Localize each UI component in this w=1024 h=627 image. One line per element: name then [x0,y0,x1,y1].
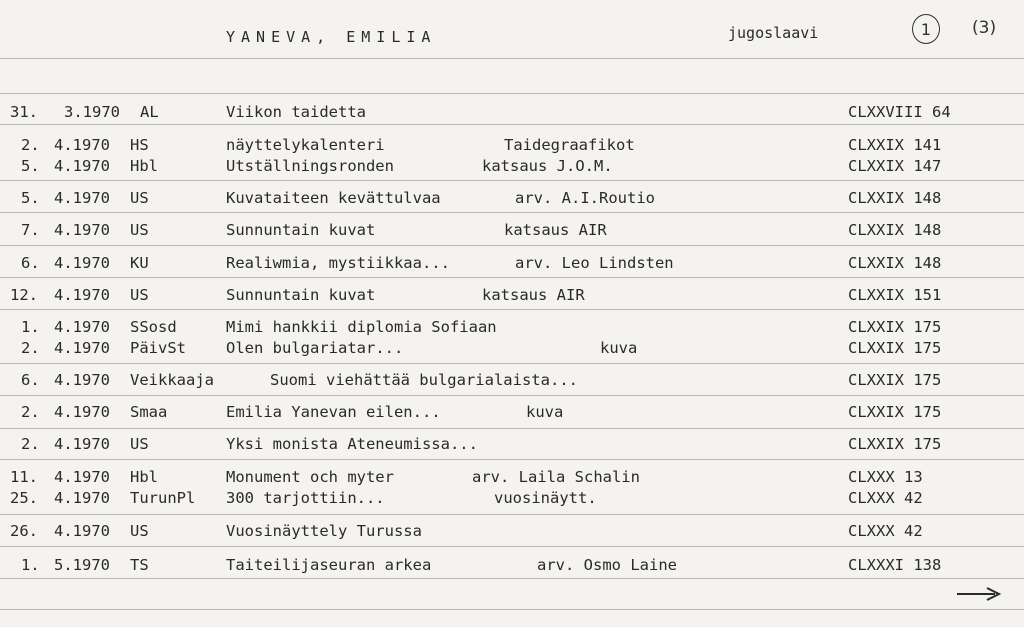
row-ref: CLXXIX 141 [848,136,942,154]
row-title: Mimi hankkii diplomia Sofiaan [226,318,497,336]
person-name: YANEVA, EMILIA [226,28,437,46]
row-ref: CLXXIX 151 [848,286,942,304]
row-date: 4.1970 [54,435,110,453]
row-source: US [130,522,149,540]
row-note: katsaus J.O.M. [482,157,613,175]
row-source: US [130,189,149,207]
rule-line [0,180,1024,181]
row-title: Yksi monista Ateneumissa... [226,435,478,453]
row-title: Olen bulgariatar... [226,339,404,357]
row-note: vuosinäytt. [494,489,597,507]
row-source: KU [130,254,149,272]
row-source: Veikkaaja [130,371,214,389]
row-title: Realiwmia, mystiikkaa... [226,254,450,272]
row-ref: CLXXVIII 64 [848,103,951,121]
row-day: 26. [10,522,38,540]
card-number-parenthesized: (3) [972,18,997,38]
row-title: Utställningsronden [226,157,394,175]
rule-line [0,459,1024,460]
rule-line [0,514,1024,515]
row-title: Vuosinäyttely Turussa [226,522,422,540]
row-note: arv. Osmo Laine [537,556,677,574]
row-source: TS [130,556,149,574]
row-note: katsaus AIR [482,286,585,304]
row-date: 4.1970 [54,221,110,239]
row-source: AL [140,103,159,121]
row-source: Hbl [130,468,158,486]
row-title: 300 tarjottiin... [226,489,385,507]
row-date: 4.1970 [54,318,110,336]
rule-line [0,58,1024,59]
row-ref: CLXXX 42 [848,489,923,507]
row-date: 4.1970 [54,489,110,507]
row-day: 1. [21,318,40,336]
row-ref: CLXXX 42 [848,522,923,540]
rule-line [0,546,1024,547]
row-day: 7. [21,221,40,239]
row-day: 12. [10,286,38,304]
row-day: 25. [10,489,38,507]
row-note: kuva [600,339,638,357]
row-source: SSosd [130,318,177,336]
nationality: jugoslaavi [728,24,819,42]
rule-line [0,609,1024,610]
row-date: 4.1970 [54,403,110,421]
row-day: 2. [21,403,40,421]
row-day: 31. [10,103,38,121]
rule-line [0,428,1024,429]
row-note: Taidegraafikot [504,136,635,154]
continue-arrow-icon [955,583,1003,605]
row-source: TurunPl [130,489,196,507]
rule-line [0,212,1024,213]
row-day: 2. [21,136,40,154]
row-day: 6. [21,254,40,272]
row-source: PäivSt [130,339,186,357]
row-ref: CLXXIX 147 [848,157,942,175]
row-note: arv. Laila Schalin [472,468,640,486]
row-ref: CLXXIX 175 [848,318,942,336]
row-day: 2. [21,339,40,357]
row-date: 5.1970 [54,556,110,574]
row-title: Monument och myter [226,468,394,486]
row-date: 4.1970 [54,157,110,175]
row-date: 4.1970 [54,522,110,540]
row-ref: CLXXIX 175 [848,339,942,357]
row-note: kuva [526,403,564,421]
rule-line [0,395,1024,396]
rule-line [0,93,1024,94]
rule-line [0,277,1024,278]
row-note: arv. Leo Lindsten [515,254,674,272]
row-date: 4.1970 [54,189,110,207]
row-title: Suomi viehättää bulgarialaista... [270,371,578,389]
row-ref: CLXXIX 148 [848,189,942,207]
row-ref: CLXXIX 175 [848,403,942,421]
row-title: Taiteilijaseuran arkea [226,556,432,574]
row-date: 4.1970 [54,468,110,486]
card-number-circled: 1 [912,14,940,44]
row-ref: CLXXIX 148 [848,221,942,239]
row-date: 4.1970 [54,254,110,272]
row-title: Viikon taidetta [226,103,366,121]
row-title: Emilia Yanevan eilen... [226,403,441,421]
row-date: 4.1970 [54,371,110,389]
row-day: 1. [21,556,40,574]
row-date: 4.1970 [54,339,110,357]
rule-line [0,309,1024,310]
row-title: Kuvataiteen kevättulvaa [226,189,441,207]
row-date: 4.1970 [54,136,110,154]
row-day: 2. [21,435,40,453]
row-note: katsaus AIR [504,221,607,239]
row-source: HS [130,136,149,154]
row-date: 4.1970 [54,286,110,304]
row-source: US [130,435,149,453]
row-title: näyttelykalenteri [226,136,385,154]
row-day: 11. [10,468,38,486]
row-day: 5. [21,157,40,175]
row-ref: CLXXX 13 [848,468,923,486]
row-day: 5. [21,189,40,207]
rule-line [0,124,1024,125]
row-title: Sunnuntain kuvat [226,221,376,239]
rule-line [0,578,1024,579]
row-note: arv. A.I.Routio [515,189,655,207]
rule-line [0,245,1024,246]
rule-line [0,363,1024,364]
row-ref: CLXXIX 175 [848,371,942,389]
row-title: Sunnuntain kuvat [226,286,376,304]
row-ref: CLXXXI 138 [848,556,942,574]
row-source: Smaa [130,403,168,421]
row-date: 3.1970 [64,103,120,121]
row-ref: CLXXIX 148 [848,254,942,272]
row-source: Hbl [130,157,158,175]
row-source: US [130,286,149,304]
row-ref: CLXXIX 175 [848,435,942,453]
row-day: 6. [21,371,40,389]
row-source: US [130,221,149,239]
